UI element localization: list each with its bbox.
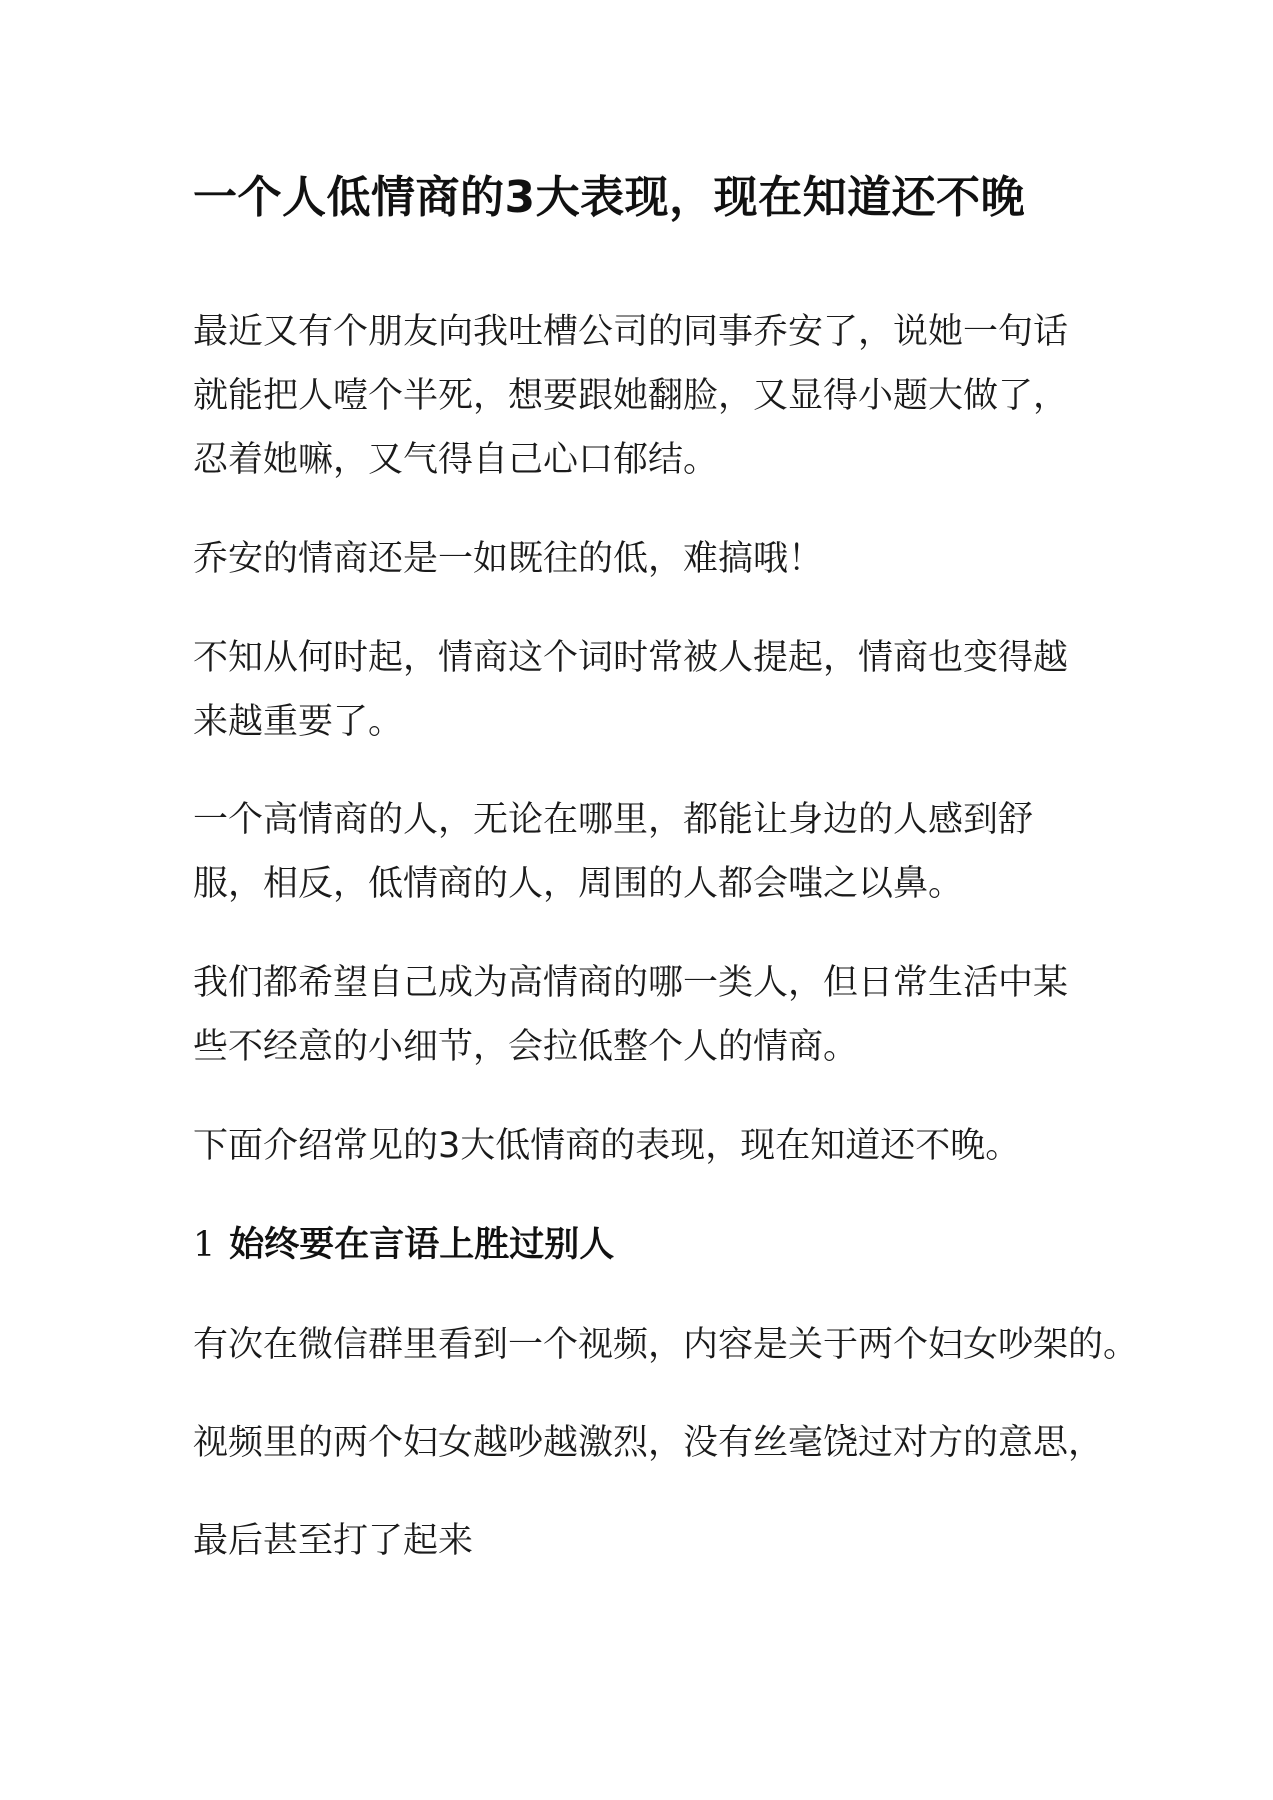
paragraph-eq-important: 不知从何时起，情商这个词时常被人提起，情商也变得越来越重要了。 bbox=[193, 638, 1069, 742]
section-1-heading bbox=[193, 1213, 614, 1277]
paragraph-high-eq: 一个高情商的人，无论在哪里，都能让身边的人感到舒服，相反，低情商的人，周围的人都会嗤之以鼻。 bbox=[193, 800, 1034, 904]
paragraph-fight: 最后甚至打了起来 bbox=[193, 1521, 474, 1561]
article-title: 一个人低情商的3大表现，现在知道还不晚 bbox=[193, 172, 1026, 223]
paragraph-details: 我们都希望自己成为高情商的哪一类人，但日常生活中某些不经意的小细节，会拉低整个人的情商。 bbox=[193, 963, 1069, 1067]
paragraph-qiaoan: 乔安的情商还是一如既往的低，难搞哦！ bbox=[193, 539, 824, 579]
paragraph-intro-list: 下面介绍常见的3大低情商的表现，现在知道还不晚。 bbox=[193, 1126, 1021, 1166]
section-number: 1 bbox=[193, 1225, 216, 1265]
paragraph-intro: 最近又有个朋友向我吐槽公司的同事乔安了，说她一句话就能把人噎个半死，想要跟她翻脸，又显得小题大做了，忍着她嘛，又气得自己心口郁结。 bbox=[193, 312, 1069, 480]
paragraph-video: 有次在微信群里看到一个视频，内容是关于两个妇女吵架的。 bbox=[193, 1325, 1139, 1365]
paragraph-argue: 视频里的两个妇女越吵越激烈，没有丝毫饶过对方的意思， bbox=[193, 1423, 1104, 1463]
section-heading-text: 始终要在言语上胜过别人 bbox=[229, 1225, 615, 1265]
